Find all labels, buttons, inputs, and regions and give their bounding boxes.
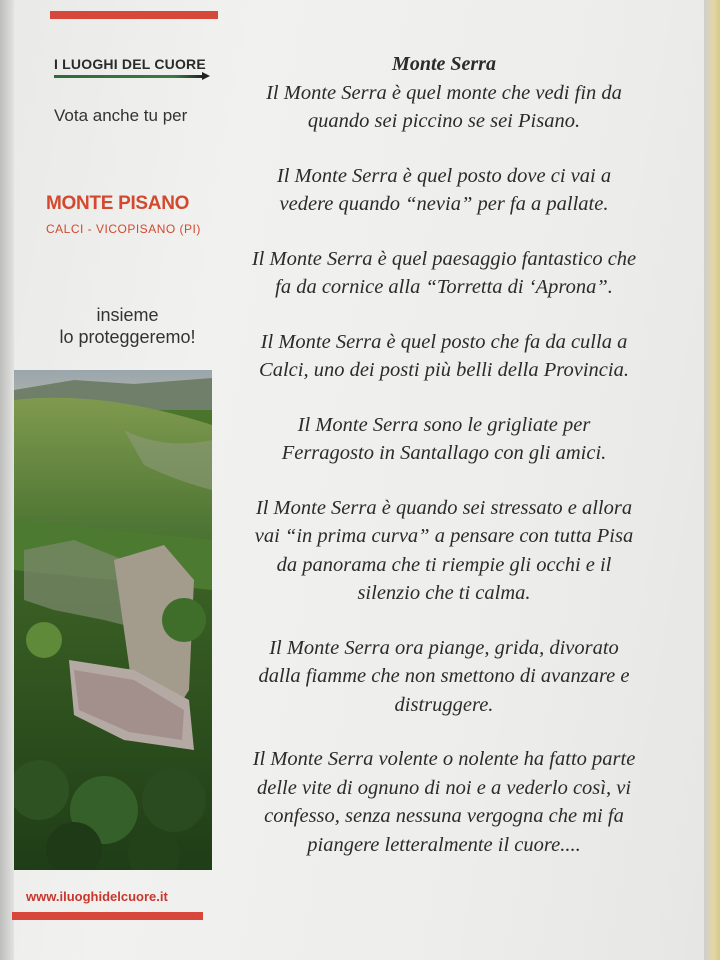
poem-title: Monte Serra: [392, 53, 496, 75]
poem-line: vedere quando “nevia” per fa a pallate.: [279, 193, 609, 215]
poem-stanza: [214, 411, 674, 468]
poem: [214, 50, 674, 885]
mountain-photo: [14, 370, 212, 870]
poem-line: Calci, uno dei posti più belli della Provincia.: [259, 359, 629, 381]
poem-stanzas: [214, 79, 674, 860]
top-red-bar: [50, 11, 218, 19]
poem-line: Il Monte Serra ora piange, grida, divorato: [269, 636, 619, 659]
poem-line: delle vite di ognuno di noi e a vederlo così, vi: [256, 776, 632, 799]
mountain-landscape-image: [14, 370, 212, 870]
poem-line: Il Monte Serra è quel monte che vedi fin da: [266, 81, 622, 104]
poem-line: quando sei piccino se sei Pisano.: [307, 110, 581, 132]
poem-line: confesso, senza nessuna vergogna che mi fa: [264, 805, 624, 827]
poem-line: Il Monte Serra sono le grigliate per: [297, 413, 591, 436]
poem-line: da panorama che ti riempie gli occhi e il: [276, 553, 612, 576]
poem-stanza: [214, 634, 674, 720]
motto-line-1: insieme: [96, 305, 159, 325]
poem-stanza: [214, 245, 674, 302]
poem-line: Il Monte Serra è quel paesaggio fantastico che: [251, 247, 637, 270]
poem-line: distruggere.: [394, 693, 494, 716]
poem-line: vai “in prima curva” a pensare con tutta Pisa: [254, 525, 634, 547]
place-name: MONTE PISANO: [46, 193, 190, 214]
motto: [40, 304, 215, 348]
poem-stanza: [214, 162, 674, 219]
poem-line: Ferragosto in Santallago con gli amici.: [281, 442, 607, 464]
brand-title: I LUOGHI DEL CUORE: [54, 56, 206, 72]
background-edge-right: [704, 0, 720, 960]
poem-line: Il Monte Serra è quando sei stressato e allora: [255, 496, 633, 519]
poem-stanza: [214, 328, 674, 385]
motto-line-2: lo proteggeremo!: [59, 327, 196, 347]
poem-line: Il Monte Serra è quel posto dove ci vai a: [276, 164, 612, 187]
poem-line: Il Monte Serra è quel posto che fa da culla a: [260, 330, 628, 353]
background-edge-left: [0, 0, 14, 960]
poem-line: dalla fiamme che non smettono di avanzare e: [258, 665, 630, 687]
poem-stanza: [214, 79, 674, 136]
brand-underline: [54, 75, 204, 78]
website-link[interactable]: www.iluoghidelcuore.it: [26, 889, 168, 904]
poem-line: piangere letteralmente il cuore....: [307, 833, 581, 856]
bottom-red-bar: [12, 912, 203, 920]
vote-text: Vota anche tu per: [54, 106, 188, 125]
poem-stanza: [214, 745, 674, 859]
place-location: CALCI - VICOPISANO (PI): [46, 222, 201, 236]
poem-line: silenzio che ti calma.: [357, 582, 531, 604]
poem-line: fa da cornice alla “Torretta di ‘Aprona”.: [275, 276, 613, 298]
poem-stanza: [214, 494, 674, 608]
poem-line: Il Monte Serra volente o nolente ha fatto parte: [252, 748, 636, 770]
